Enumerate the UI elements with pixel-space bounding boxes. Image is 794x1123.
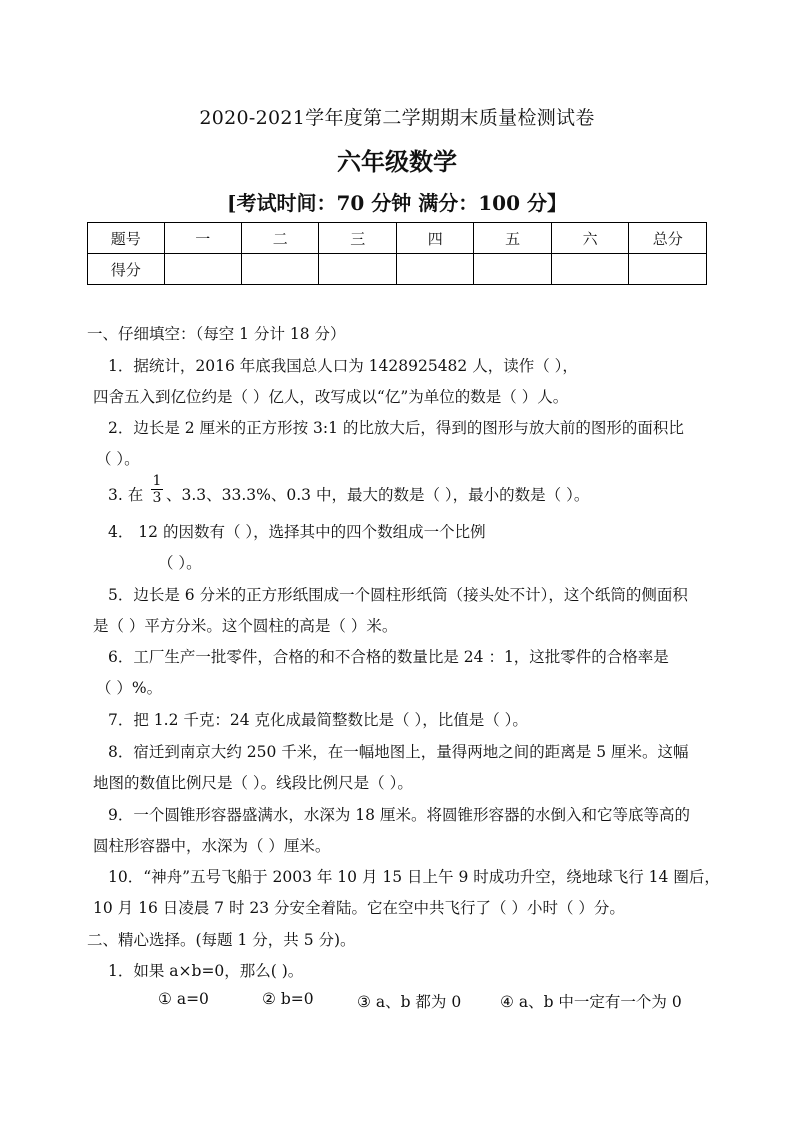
table-cell: 六: [551, 223, 628, 254]
question-line: 10 月 16 日凌晨 7 时 23 分安全着陆。它在空中共飞行了（ ）小时（ ）分。: [93, 899, 625, 917]
question-line: 5．边长是 6 分米的正方形纸围成一个圆柱形纸筒（接头处不计），这个纸筒的侧面积: [108, 586, 688, 604]
question-line: 圆柱形容器中，水深为（ ）厘米。: [93, 837, 331, 855]
score-table-score-row: [88, 254, 707, 285]
table-cell: 三: [319, 223, 396, 254]
table-cell: 五: [474, 223, 551, 254]
exam-info: [考试时间：70 分钟 满分：100 分】: [227, 191, 567, 215]
exam-title: 2020-2021学年度第二学期期末质量检测试卷: [199, 107, 595, 129]
table-cell: 二: [241, 223, 318, 254]
question-line: 1．如果 a×b=0，那么( )。: [108, 962, 304, 980]
score-input-cell[interactable]: [474, 254, 551, 285]
question-line: 2．边长是 2 厘米的正方形按 3:1 的比放大后，得到的图形与放大前的图形的面积比: [108, 419, 684, 437]
question-line: 7．把 1.2 千克：24 克化成最简整数比是（ ），比值是（ ）。: [108, 711, 528, 729]
score-input-cell[interactable]: [164, 254, 241, 285]
option-3[interactable]: ③ a、b 都为 0: [357, 993, 462, 1011]
score-input-cell[interactable]: [629, 254, 707, 285]
question-line: 、3.3、33.3%、0.3 中，最大的数是（ ），最小的数是（ ）。: [166, 486, 590, 504]
section1-heading: 一、仔细填空：（每空 1 分计 18 分）: [87, 325, 346, 343]
question-line: 是（ ）平方分米。这个圆柱的高是（ ）米。: [93, 617, 398, 635]
question-3-prefix: 3. 在: [108, 486, 144, 504]
question-line: 地图的数值比例尺是（ ）。线段比例尺是（ ）。: [93, 774, 413, 792]
score-table: [87, 222, 707, 285]
question-line: 10．“神舟”五号飞船于 2003 年 10 月 15 日上午 9 时成功升空，绕地球飞行 14 圈后，: [108, 868, 720, 886]
question-line: 8．宿迁到南京大约 250 千米，在一幅地图上，量得两地之间的距离是 5 厘米。这幅: [108, 743, 689, 761]
score-input-cell[interactable]: [396, 254, 473, 285]
question-line: （ ）。: [96, 450, 140, 468]
question-line: （ ）。: [158, 554, 202, 572]
fraction-one-third: [150, 473, 164, 506]
question-line: 四舍五入到亿位约是（ ）亿人，改写成以“亿”为单位的数是（ ）人。: [93, 388, 569, 406]
question-line: （ ）%。: [96, 679, 163, 697]
table-cell: 一: [164, 223, 241, 254]
score-input-cell[interactable]: [319, 254, 396, 285]
table-cell: 题号: [88, 223, 165, 254]
option-2[interactable]: ② b=0: [262, 990, 314, 1008]
question-line: 1．据统计，2016 年底我国总人口为 1428925482 人，读作（ ），: [108, 357, 578, 375]
fraction-denominator: 3: [152, 490, 162, 506]
score-table-header-row: [88, 223, 707, 254]
score-input-cell[interactable]: [551, 254, 628, 285]
table-cell: 总分: [629, 223, 707, 254]
question-line: 4． 12 的因数有（ ），选择其中的四个数组成一个比例: [108, 523, 486, 541]
score-input-cell[interactable]: [241, 254, 318, 285]
option-4[interactable]: ④ a、b 中一定有一个为 0: [500, 993, 682, 1011]
section2-heading: 二、精心选择。(每题 1 分，共 5 分)。: [87, 931, 356, 949]
question-line: 9．一个圆锥形容器盛满水，水深为 18 厘米。将圆锥形容器的水倒入和它等底等高的: [108, 806, 690, 824]
table-cell: 四: [396, 223, 473, 254]
exam-subtitle: 六年级数学: [337, 147, 457, 176]
question-line: 6．工厂生产一批零件，合格的和不合格的数量比是 24 ：1，这批零件的合格率是: [108, 648, 669, 666]
fraction-numerator: 1: [152, 473, 162, 489]
option-1[interactable]: ① a=0: [158, 990, 209, 1008]
table-cell: 得分: [88, 254, 165, 285]
